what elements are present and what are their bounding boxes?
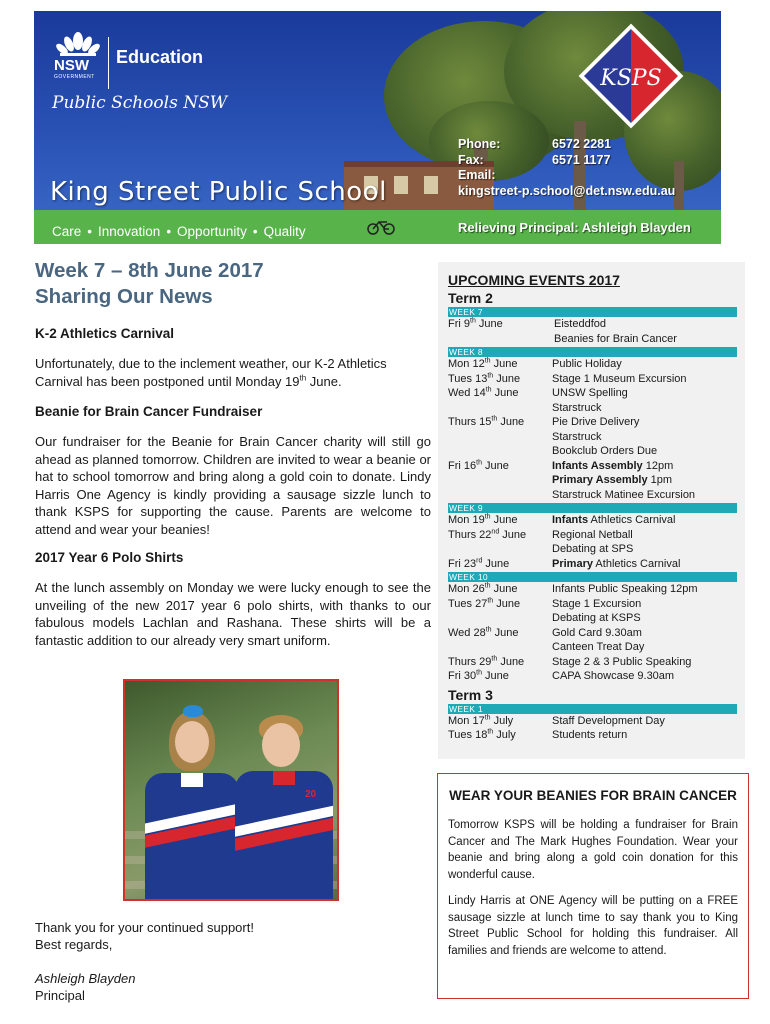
event-row [448,582,737,597]
contact-block [458,137,675,199]
week-bar: WEEK 7 [448,307,737,317]
event-desc: Starstruck Matinee Excursion [552,488,696,501]
term-2-heading: Term 2 [448,290,493,306]
event-row [448,488,737,503]
value-quality: Quality [263,224,306,239]
event-desc: Pie Drive Delivery [552,416,640,428]
signoff [35,919,254,1004]
face [262,723,300,767]
bicycle-icon [367,219,395,235]
beanie-text: Our fundraiser for the Beanie for Brain Cancer charity will still go ahead as planned tomorrow. Children are invited to wear a beanie or hat to school tomorrow and bring along a gold coin to donate. Lindy Harris One Agency is kindly providing a sausage sizzle lunch to thank KSPS for supporting the cause. Parents are welcome to attend and wear your beanies! [35,434,431,537]
title-sharing: Sharing Our News [35,285,213,308]
public-schools-tagline: Public Schools NSW [52,93,228,113]
spacer [35,953,254,970]
phone-number: 6572 2281 [552,137,612,151]
event-date: Tues 13th June [448,371,521,385]
polo-shirt [235,771,333,901]
event-date [448,611,552,626]
upcoming-events-panel [438,262,745,759]
event-row [448,473,737,488]
event-desc: Gold Card 9.30am [552,626,642,639]
event-desc: UNSW Spelling [552,387,628,399]
athletics-text [35,355,431,390]
event-desc: Infants Public Speaking 12pm [552,583,698,595]
event-row [448,557,737,572]
event-desc: Starstruck [552,430,602,443]
value-innovation: Innovation [98,224,161,239]
event-date [448,444,552,459]
event-row [448,542,737,557]
event-row [448,669,737,684]
beanie-heading: Beanie for Brain Cancer Fundraiser [35,404,263,419]
event-date: Mon 26th June [448,582,518,595]
event-date: Fri 30th June [448,669,509,682]
value-care: Care [52,224,82,239]
event-desc: Eisteddfod [554,318,606,330]
event-desc: Canteen Treat Day [552,641,645,653]
event-desc: Starstruck [552,401,602,414]
event-row [448,528,737,543]
event-row [448,401,737,416]
athletics-text-end: June. [306,373,342,389]
event-desc: Primary Athletics Carnival [552,557,681,570]
signoff-role: Principal [35,988,85,1003]
ksps-logo-text: KSPS [600,66,662,91]
event-date: Thurs 15th June [448,415,525,428]
event-date [448,401,552,416]
event-desc: Regional Netball [552,528,633,541]
event-desc: Stage 2 & 3 Public Speaking [552,655,692,668]
event-date [448,332,552,347]
event-desc: Infants Assembly 12pm [552,459,674,472]
event-date: Mon 17th July [448,713,514,727]
value-opportunity: Opportunity [177,224,247,239]
ksps-logo-icon [578,23,684,129]
fax-label: Fax: [458,152,484,167]
event-desc: Students return [552,729,628,741]
phone-label: Phone: [458,137,501,151]
building-window [424,176,438,194]
bullet-separator: • [252,224,258,239]
event-row [448,513,737,528]
event-desc: CAPA Showcase 9.30am [552,670,675,682]
polo-heading: 2017 Year 6 Polo Shirts [35,550,184,565]
event-desc: Stage 1 Excursion [552,597,642,610]
athletics-text-part: Unfortunately, due to the inclement weather, our K-2 Athletics Carnival has been postponed until Monday 19 [35,356,387,389]
event-row [448,640,737,655]
email-address[interactable]: kingstreet-p.school@det.nsw.edu.au [458,183,676,198]
event-date: Mon 19th June [448,513,518,526]
event-row [448,714,737,729]
event-row [448,386,737,401]
event-desc: Debating at SPS [552,543,634,555]
event-desc: Stage 1 Museum Excursion [552,372,687,385]
athletics-sup: th [299,373,307,383]
term-3-heading: Term 3 [448,686,493,703]
nsw-wordmark: NSW [54,57,89,74]
relieving-principal: Relieving Principal: Ashleigh Blayden [458,220,691,235]
header-banner [34,11,721,244]
event-date: Wed 28th June [448,625,519,639]
regards-line: Best regards, [35,937,113,952]
event-desc: Bookclub Orders Due [552,445,658,457]
athletics-heading: K-2 Athletics Carnival [35,326,175,341]
event-date: Thurs 29th June [448,654,525,668]
building-window [394,176,408,194]
event-date [448,473,552,488]
news-column [35,258,431,649]
event-desc: Beanies for Brain Cancer [554,332,677,345]
event-desc: Debating at KSPS [552,612,641,624]
polo-text: At the lunch assembly on Monday we were lucky enough to see the unveiling of the new 2017 year 6 polo shirts, with thanks to our fabulous models Lachlan and Rashana. These shirts will be a fantastic addition to our already very smart uniform. [35,580,431,648]
event-date: Thurs 22nd June [448,527,527,541]
school-values [52,224,306,239]
event-date [448,430,552,445]
beanie-callout-para-1: Tomorrow KSPS will be holding a fundraiser for Brain Cancer and The Mark Hughes Foundation. Wear your beanie and bring along a gold coin donation for this wonderful cause. [448,819,738,881]
event-row [448,372,737,387]
event-row [448,430,737,445]
events-title: UPCOMING EVENTS 2017 [448,272,620,288]
beanie-callout-heading: WEAR YOUR BEANIES FOR BRAIN CANCER [449,788,737,803]
event-row [448,655,737,670]
email-label: Email: [458,168,496,182]
bullet-separator: • [166,224,172,239]
event-date: Tues 27th June [448,596,521,610]
event-date: Tues 18th July [448,728,516,741]
event-row [448,357,737,372]
event-row [448,728,737,743]
event-date [448,640,552,655]
event-row [448,626,737,641]
week-bar: WEEK 8 [448,347,737,357]
event-row [448,597,737,612]
beanie-callout-box [437,773,749,999]
department-name: Education [116,47,204,67]
bullet-separator: • [87,224,92,239]
event-row [448,611,737,626]
shirt-collar [273,771,295,785]
event-desc: Staff Development Day [552,714,665,727]
event-date: Wed 14th June [448,386,519,399]
event-date: Mon 12th June [448,357,518,370]
event-date: Fri 23rd June [448,556,510,570]
event-row [448,332,737,347]
week-bar: WEEK 1 [448,704,737,714]
week-bar: WEEK 10 [448,572,737,582]
event-row [448,317,737,332]
fax-number: 6571 1177 [552,152,611,167]
students-polo-photo [123,679,339,901]
event-desc: Infants Athletics Carnival [552,514,676,526]
event-date: Fri 16th June [448,458,509,472]
event-date [448,488,552,503]
nsw-government-label: GOVERNMENT [54,74,95,80]
signoff-name: Ashleigh Blayden [35,971,136,986]
shirt-number: 20 [305,789,317,800]
event-row [448,444,737,459]
school-name: King Street Public School [50,177,387,207]
event-date [448,542,552,557]
beanie-callout-para-2: Lindy Harris at ONE Agency will be putting on a FREE sausage sizzle at lunch time to say thank you to King Street Public School for holding this fundraiser. All families and friends are welcome to attend. [448,895,738,957]
student-boy [125,681,339,901]
newsletter-title [35,258,431,310]
logo-divider [108,37,109,89]
week-bar: WEEK 9 [448,503,737,513]
event-desc: Primary Assembly 1pm [552,474,673,486]
title-week: Week 7 – 8th June 2017 [35,259,264,282]
event-row [448,459,737,474]
event-date: Fri 9th June [448,317,503,330]
event-row [448,415,737,430]
thanks-line: Thank you for your continued support! [35,920,254,935]
event-desc: Public Holiday [552,358,622,370]
